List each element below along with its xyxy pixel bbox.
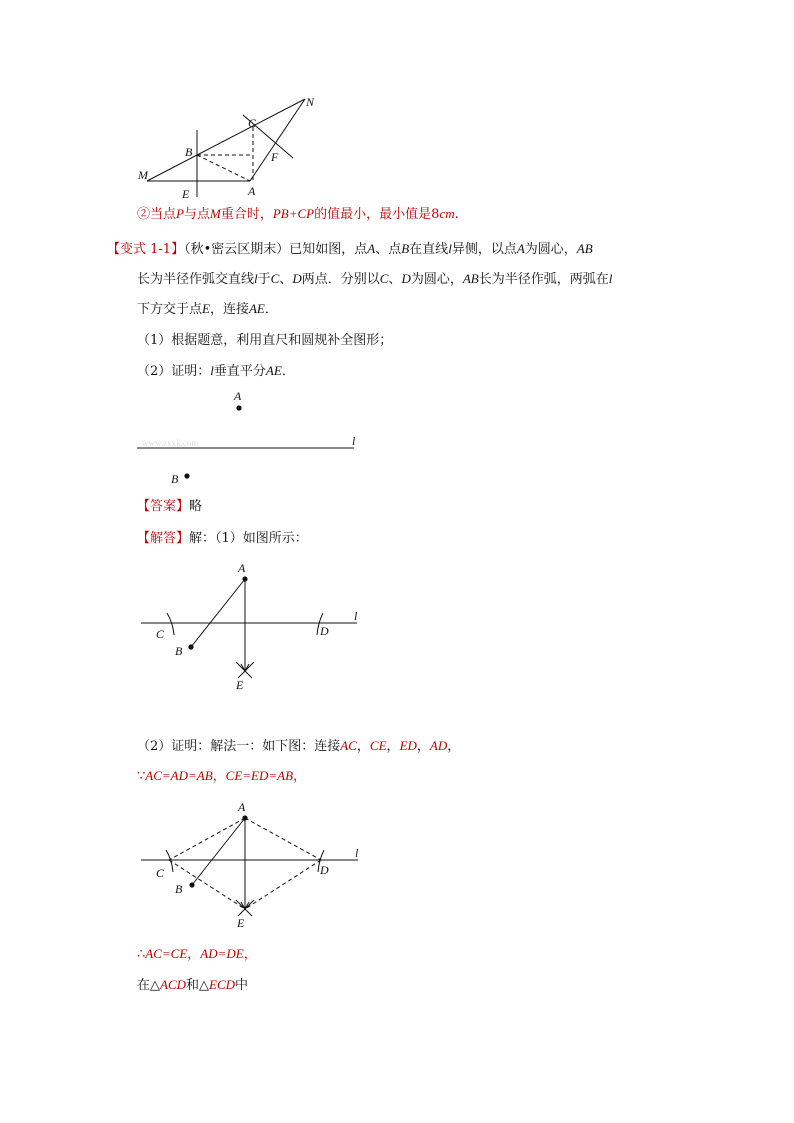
- figure-construction: [130, 558, 370, 698]
- dashed-de: [245, 860, 321, 909]
- line-an: [250, 99, 305, 181]
- label-e: E: [182, 187, 190, 201]
- answer-line: 【答案】略: [137, 499, 203, 514]
- arc-e-left: [236, 900, 252, 916]
- arc-c: [166, 850, 173, 872]
- label-d: D: [320, 624, 329, 638]
- label-b: B: [175, 882, 183, 896]
- label-n: N: [306, 95, 315, 109]
- problem-line-2: 长为半径作弧交直线l于C、D两点．分别以C、D为圆心，AB长为半径作弧，两弧在l: [137, 271, 613, 287]
- conclusion-line: ②当点P与点M重合时，PB+CP的值最小，最小值是8cm.: [137, 206, 459, 222]
- label-l: l: [355, 846, 359, 860]
- proof-intro: （2）证明：解法一：如下图：连接AC，CE，ED，AD，: [137, 738, 461, 754]
- proof-triangles: 在△ACD和△ECD中: [137, 977, 249, 993]
- point-b: [188, 644, 193, 649]
- solution-line: 【解答】解：（1）如图所示：: [137, 531, 308, 546]
- label-b: B: [185, 145, 193, 159]
- label-b: B: [171, 472, 179, 486]
- dashed-ac: [169, 818, 245, 860]
- arc-e-right: [238, 662, 254, 678]
- question-1: （1）根据题意，利用直尺和圆规补全图形；: [137, 333, 393, 348]
- solution-tag: 【解答】: [137, 531, 190, 546]
- label-e: E: [237, 916, 245, 930]
- proof-therefore: ∴AC=CE，AD=DE，: [137, 946, 257, 962]
- arc-e-right: [238, 900, 254, 916]
- label-l: l: [352, 434, 356, 448]
- label-e: E: [236, 678, 244, 692]
- label-c: C: [156, 866, 165, 880]
- label-b: B: [175, 644, 183, 658]
- label-a: A: [248, 184, 256, 198]
- figure-triangle-mn: [130, 90, 330, 202]
- problem-line-3: 下方交于点E，连接AE．: [137, 301, 278, 317]
- problem-tag: 【变式 1-1】: [107, 242, 185, 257]
- question-2: （2）证明：l垂直平分AE．: [137, 363, 295, 379]
- label-a: A: [234, 389, 242, 403]
- label-a: A: [238, 800, 246, 814]
- proof-because: ∵AC=AD=AB，CE=ED=AB，: [137, 768, 307, 784]
- label-f: F: [271, 150, 279, 164]
- dashed-ad: [245, 818, 321, 860]
- label-a: A: [238, 561, 246, 575]
- segment-ab: [191, 579, 245, 647]
- point-b: [184, 473, 189, 478]
- segment-ab: [192, 818, 245, 885]
- point-b: [189, 882, 194, 887]
- arc-c: [167, 613, 174, 635]
- figure-given: [130, 388, 370, 488]
- arc-e-left: [236, 662, 252, 678]
- label-c: C: [248, 116, 257, 130]
- label-l: l: [354, 609, 358, 623]
- label-c: C: [156, 627, 165, 641]
- answer-tag: 【答案】: [137, 499, 190, 514]
- circled-number: ②: [137, 207, 151, 222]
- problem-line-1: 【变式 1-1】（秋•密云区期末）已知如图，点A、点B在直线l异侧，以点A为圆心，AB: [107, 241, 593, 257]
- watermark: www.zxxk.com: [142, 438, 199, 448]
- label-d: D: [320, 863, 329, 877]
- point-a: [236, 405, 241, 410]
- figure-rhombus: [130, 796, 370, 936]
- dashed-ba: [197, 155, 250, 181]
- label-m: M: [138, 168, 148, 182]
- line-mn: [147, 99, 305, 181]
